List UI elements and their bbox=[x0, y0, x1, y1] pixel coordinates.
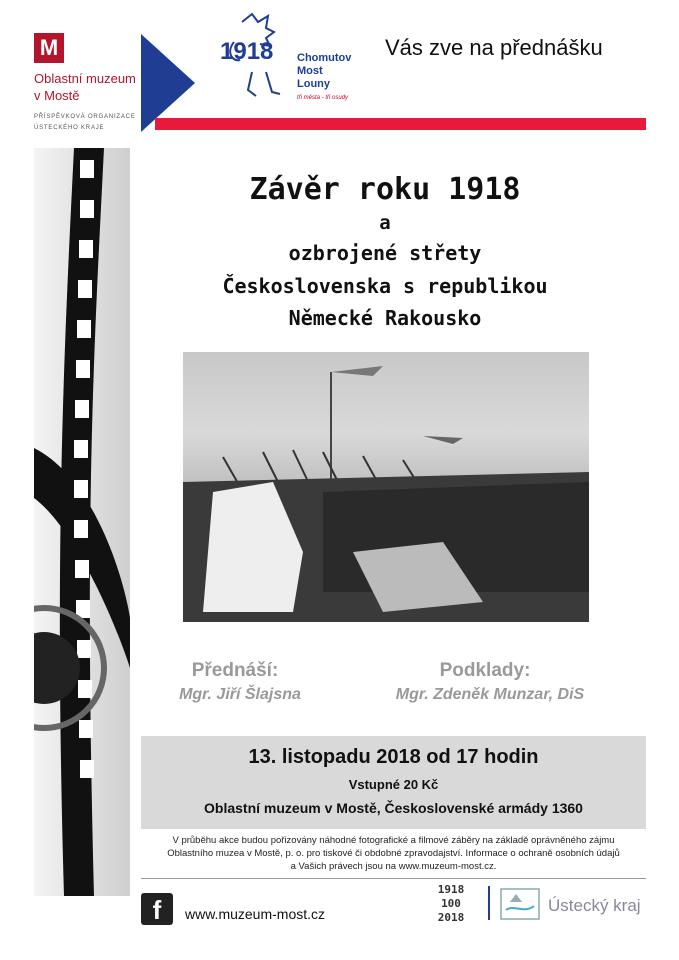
centenary-line1: 1918 bbox=[437, 883, 465, 896]
museum-name bbox=[34, 70, 144, 104]
centenary-line2: 100 bbox=[441, 897, 461, 910]
title-line5: Německé Rakousko bbox=[288, 306, 482, 330]
centenary-logo bbox=[426, 883, 476, 925]
title-line3: ozbrojené střety bbox=[288, 241, 482, 265]
region-name: Ústecký kraj bbox=[548, 896, 641, 915]
title-line4: Československa s republikou bbox=[222, 274, 548, 298]
town-1: Chomutov bbox=[297, 52, 352, 64]
footer-separator bbox=[488, 886, 490, 920]
museum-name-line1: Oblastní muzeum bbox=[34, 71, 136, 86]
title-line1: Závěr roku 1918 bbox=[249, 172, 521, 207]
museum-logo: M bbox=[34, 33, 64, 63]
project-tagline: tři města - tři osudy bbox=[297, 95, 349, 101]
photo-scene bbox=[183, 352, 589, 622]
museum-sub-line2: ÚSTECKÉHO KRAJE bbox=[34, 125, 105, 131]
facebook-icon[interactable]: f bbox=[141, 893, 173, 925]
website-link[interactable]: www.muzeum-most.cz bbox=[185, 906, 326, 922]
event-venue: Oblastní muzeum v Mostě, Československé armády 1360 bbox=[204, 800, 583, 816]
flag-red-band bbox=[155, 118, 646, 130]
disclaimer-line1: V průběhu akce budou pořizovány náhodné fotografické a filmové záběry na základě oprávněného zájmu bbox=[172, 835, 615, 846]
event-fee: Vstupné 20 Kč bbox=[348, 777, 439, 792]
filmstrip-decoration bbox=[34, 148, 130, 896]
region-emblem-icon bbox=[500, 888, 540, 920]
sources-name: Mgr. Zdeněk Munzar, DiS bbox=[395, 686, 585, 703]
museum-sub-line1: PŘÍSPĚVKOVÁ ORGANIZACE bbox=[34, 114, 136, 120]
project-towns bbox=[297, 52, 351, 91]
museum-subtitle bbox=[34, 112, 144, 134]
event-date: 13. listopadu 2018 od 17 hodin bbox=[248, 746, 539, 768]
town-2: Most bbox=[297, 65, 323, 77]
historical-photo bbox=[183, 352, 589, 622]
disclaimer-line3: a Vašich právech jsou na www.muzeum-most.cz. bbox=[290, 861, 497, 872]
privacy-disclaimer bbox=[141, 834, 646, 873]
museum-name-line2: v Mostě bbox=[34, 88, 80, 103]
lecturer-label: Přednáší: bbox=[191, 660, 279, 681]
sources-label: Podklady: bbox=[439, 660, 531, 681]
town-3: Louny bbox=[297, 78, 330, 90]
project-year: 1918 bbox=[220, 38, 274, 65]
lecturer-name: Mgr. Jiří Šlajsna bbox=[179, 686, 301, 703]
invite-heading: Vás zve na přednášku bbox=[385, 35, 603, 60]
disclaimer-line2: Oblastního muzea v Mostě, p. o. pro tiskové či obdobné zpravodajství. Informace o ochraně osobních údajů bbox=[167, 848, 620, 859]
footer-divider bbox=[141, 878, 646, 879]
centenary-line3: 2018 bbox=[437, 911, 465, 924]
title-line2: a bbox=[379, 212, 391, 234]
